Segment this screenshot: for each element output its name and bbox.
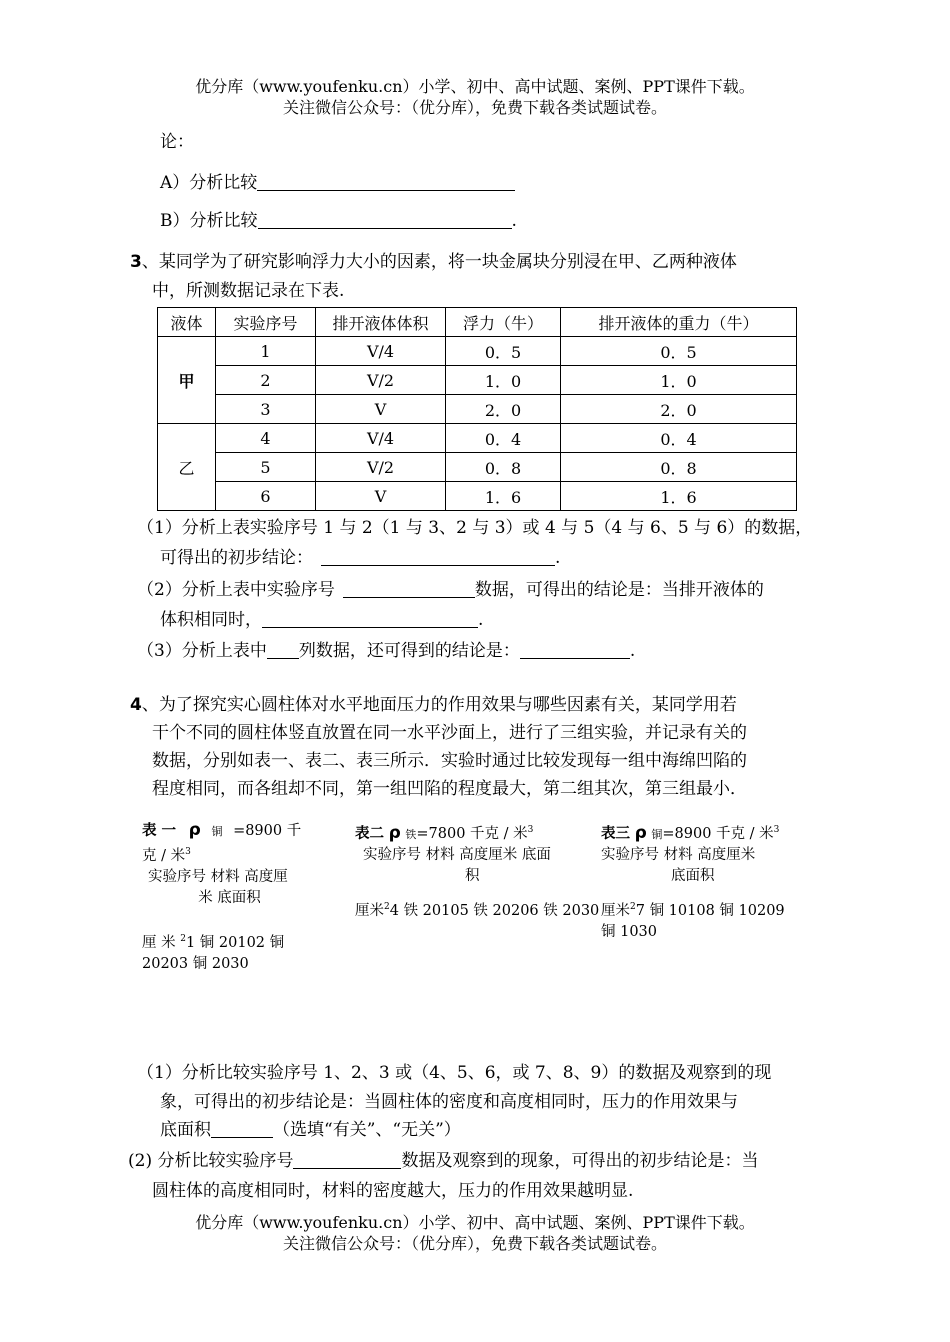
table-header: 排开液体的重力（牛） [561,308,797,337]
table-cell: 1．6 [561,482,797,511]
table3-columns-2: 底面积 [671,867,715,884]
table2-rho-sub: 铁 [405,827,417,841]
table-cell: 2．0 [446,395,561,424]
q4-part1-line3 [160,1116,461,1144]
table-header: 浮力（牛） [446,308,561,337]
q3-part1-line2 [160,544,560,572]
q3-part3-mid: 列数据，还可得到的结论是： [298,641,520,661]
q3-part1-end: . [555,548,561,568]
table1-data-a: 厘 米 [142,934,176,951]
q3-line1 [130,248,737,276]
group-jia: 甲 [158,337,216,424]
q4-line2: 干个不同的圆柱体竖直放置在同一水平沙面上，进行了三组实验，并记录有关的 [152,723,747,743]
table-cell: V/4 [316,424,446,453]
q3-part2-line2 [160,606,483,634]
table-cell: V/2 [316,453,446,482]
table-header: 排开液体体积 [316,308,446,337]
table-cell: 0．4 [561,424,797,453]
table-cell: V [316,482,446,511]
q3-part3-end: . [629,641,636,661]
table1-block [142,820,317,975]
compare-a-blank[interactable] [257,172,515,191]
compare-b-line [160,207,517,235]
table1-columns-2: 米 底面积 [198,889,261,906]
conclusion-label: 论： [160,132,194,152]
table1-rho: ρ [188,820,201,840]
table-cell: 1．0 [561,366,797,395]
table3-data-b: 7 铜 10108 铜 10209 [635,902,785,919]
q4-part1-line1: （1）分析比较实验序号 1、2、3 或（4、5、6，或 7、8、9）的数据及观察到的现 [137,1063,772,1083]
table2-density-sup: 3 [527,825,534,835]
table3-data-sup: 2 [630,901,636,912]
table1-data-b: 1 铜 20102 铜 [185,934,285,951]
table-cell: 2 [216,366,316,395]
table-header: 实验序号 [216,308,316,337]
q4-part1-suffix: （选填“有关”、“无关”） [273,1120,461,1140]
table-cell: 1．6 [446,482,561,511]
table1-data-2: 20203 铜 2030 [142,955,249,972]
table3-density-sup: 3 [773,825,780,835]
q4-part2-blank[interactable] [293,1150,401,1169]
table2-data-a: 厘米 [355,902,384,919]
table3-title: 表三 [601,824,630,842]
table1-columns-1: 实验序号 材料 高度厘 [148,868,288,885]
table-cell: 5 [216,453,316,482]
table2-columns-2: 积 [465,867,480,884]
table2-columns-1: 实验序号 材料 高度厘米 底面 [363,846,551,863]
q4-part2-prefix: (2) 分析比较实验序号 [128,1151,294,1171]
table1-rho-sub: 铜 [211,825,223,838]
table-cell: 0．5 [446,337,561,366]
compare-a-label: A）分析比较 [160,173,258,193]
table-cell: V/2 [316,366,446,395]
table-cell: 0．5 [561,337,797,366]
table2-block [355,820,600,922]
footer-line1: 优分库（www.youfenku.cn）小学、初中、高中试题、案例、PPT课件下载。 [195,1213,755,1232]
table-row [158,453,797,482]
footer-line2: 关注微信公众号：（优分库），免费下载各类试题试卷。 [282,1234,667,1253]
table1-density-line2 [142,842,317,867]
q4-text1: 、为了探究实心圆柱体对水平地面压力的作用效果与哪些因素有关，某同学用若 [141,695,737,715]
table1-density-a: =8900 千 [233,823,302,839]
table-cell: 0．4 [446,424,561,453]
table1-density-b: 克 / 米 [142,847,186,864]
table-cell: 4 [216,424,316,453]
q3-text1: 、某同学为了研究影响浮力大小的因素，将一块金属块分别浸在甲、乙两种液体 [141,252,737,272]
group-yi: 乙 [158,424,216,511]
q3-part1-prefix: 可得出的初步结论： [160,548,313,568]
q3-line2: 中，所测数据记录在下表. [152,281,345,301]
table1-title: 表 一 [142,822,177,839]
table1-data-sup: 2 [180,933,186,944]
q3-part2-line2-prefix: 体积相同时， [160,610,262,630]
header-line2: 关注微信公众号：（优分库），免费下载各类试题试卷。 [282,98,667,117]
table-row [158,366,797,395]
table1-density-sup: 3 [185,847,191,857]
table3-columns-1: 实验序号 材料 高度厘米 [601,846,756,863]
table-row [158,395,797,424]
q4-part1-line2: 象，可得出的初步结论是：当圆柱体的密度和高度相同时，压力的作用效果与 [160,1092,738,1112]
header-line1: 优分库（www.youfenku.cn）小学、初中、高中试题、案例、PPT课件下载。 [195,77,755,96]
q4-line1 [130,691,737,719]
table1-title-line [142,820,317,842]
q3-part2-end: . [478,610,484,630]
compare-a-line [160,169,515,197]
table2-data-1 [355,897,600,922]
table-cell: 3 [216,395,316,424]
q4-line4: 程度相同，而各组却不同，第一组凹陷的程度最大，第二组其次，第三组最小． [152,779,747,799]
table-cell: 0．8 [561,453,797,482]
table3-data-2: 铜 1030 [601,923,658,940]
table2-title-line [355,820,595,845]
table-cell: 1．0 [446,366,561,395]
q3-part2-line1 [137,576,764,604]
table-cell: 0．8 [446,453,561,482]
table-cell: V/4 [316,337,446,366]
q4-part2-suffix: 数据及观察到的现象，可得出的初步结论是：当 [401,1151,759,1171]
table3-data-a: 厘米 [601,902,630,919]
q3-part1-blank[interactable] [321,547,555,566]
table-cell: V [316,395,446,424]
q3-part2-suffix: 数据，可得出的结论是：当排开液体的 [474,580,764,600]
compare-b-label: B）分析比较 [160,211,258,231]
q3-part3-prefix: （3）分析上表中 [137,641,267,661]
table3-block [601,820,801,943]
table-cell: 1 [216,337,316,366]
compare-b-blank[interactable] [258,210,512,229]
compare-b-end: . [511,211,517,231]
q4-number: 4 [130,695,142,715]
q3-part1-line1: （1）分析上表实验序号 1 与 2（1 与 3、2 与 3）或 4 与 5（4 与 6、5 与 6）的数据， [137,518,813,538]
table3-density: =8900 千克 / 米 [662,825,774,842]
table3-rho-sub: 铜 [651,827,663,841]
q3-part2-blank[interactable] [343,579,475,598]
table3-rho: ρ [634,822,647,843]
table-row [158,482,797,511]
table1-data-1 [142,929,317,954]
q3-number: 3 [130,252,142,272]
q4-part2-line2: 圆柱体的高度相同时，材料的密度越大，压力的作用效果越明显. [152,1181,634,1201]
q3-part3-blank2[interactable] [520,640,630,659]
q3-part2-blank2[interactable] [262,609,478,628]
q4-part1-prefix: 底面积 [160,1120,211,1140]
buoyancy-table [157,307,797,511]
table-header: 液体 [158,308,216,337]
q4-line3: 数据，分别如表一、表二、表三所示．实验时通过比较发现每一组中海绵凹陷的 [152,751,747,771]
table-cell: 6 [216,482,316,511]
q3-part3-blank1[interactable] [267,640,299,659]
q3-part2-prefix: （2）分析上表中实验序号 [137,580,335,600]
table2-data-b: 4 铁 20105 铁 20206 铁 2030 [389,902,600,919]
q3-part3-line [137,637,635,665]
table-header-row [158,308,797,337]
q4-part2-line1 [128,1147,758,1175]
table3-data-1 [601,897,801,922]
table-row [158,337,797,366]
table2-data-sup: 2 [384,901,390,912]
table2-rho: ρ [388,822,401,843]
table2-title: 表二 [355,824,384,842]
q4-part1-blank[interactable] [211,1119,273,1138]
table2-density: =7800 千克 / 米 [416,825,528,842]
table-row [158,424,797,453]
table3-title-line [601,820,801,845]
table-cell: 2．0 [561,395,797,424]
